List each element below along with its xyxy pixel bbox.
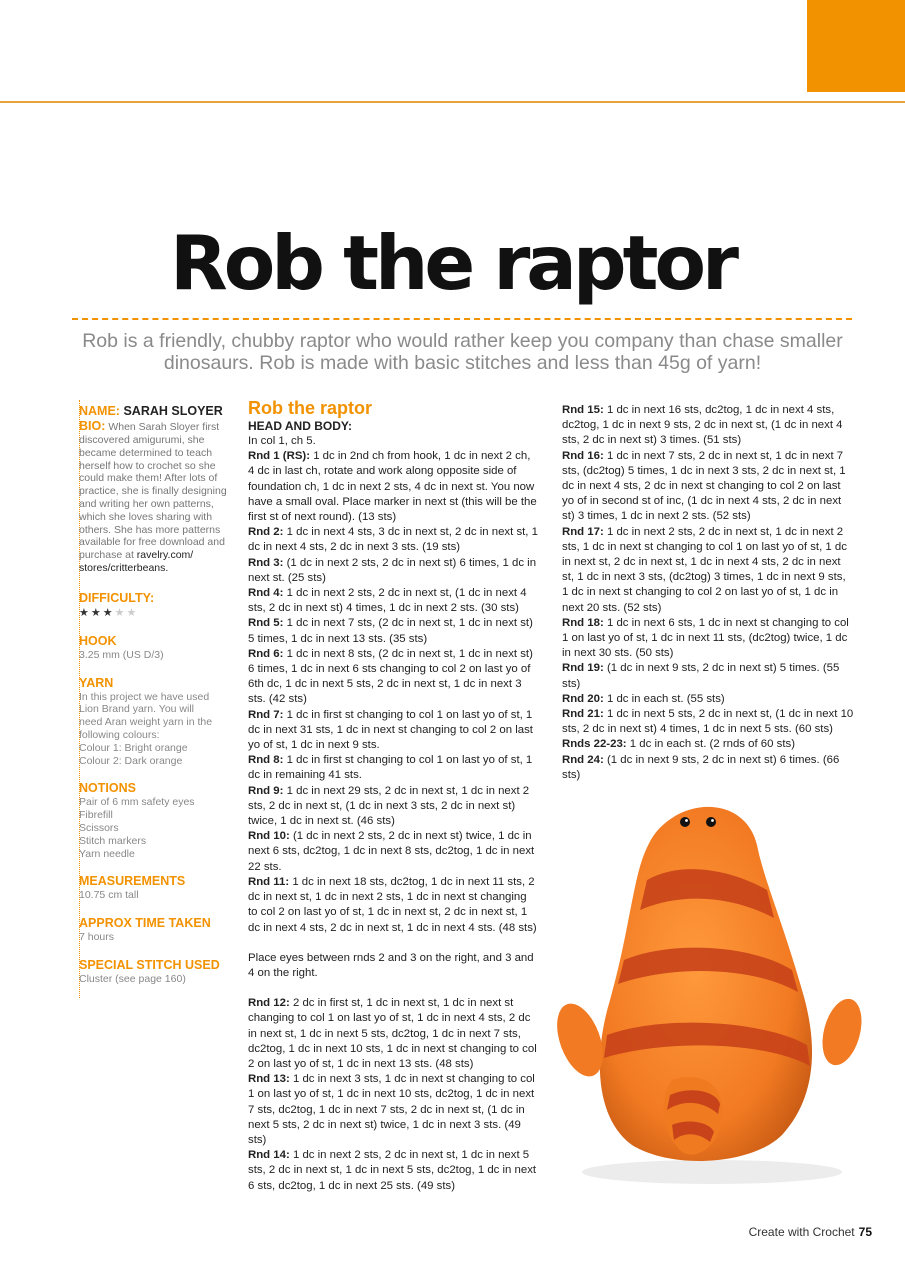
round-text: 1 dc in next 3 sts, 1 dc in next st changing to col 1 on last yo of st, 1 dc in next 10 sts, dc2tog, 1 dc in next 7 sts, dc2tog, 1 dc in next 7 sts, 2 dc in next st, (1 dc in next 5 sts, 2 dc in next st) twice, 1 dc in next 3 sts. (49 sts) <box>248 1073 535 1146</box>
pattern-round <box>248 1072 538 1148</box>
yarn-line: Lion Brand yarn. You will <box>79 703 194 716</box>
round-text: (1 dc in next 9 sts, 2 dc in next st) 6 times. (66 sts) <box>562 753 840 781</box>
time-label: APPROX TIME TAKEN <box>79 916 211 931</box>
star-icon: ★ <box>114 606 127 619</box>
round-label: Rnd 13: <box>248 1073 290 1086</box>
notions-item: Fibrefill <box>79 809 113 822</box>
yarn-line: Colour 1: Bright orange <box>79 741 188 754</box>
pattern-round <box>562 707 854 737</box>
pattern-round <box>562 753 854 783</box>
round-label: Rnd 15: <box>562 404 604 416</box>
eyes-note: Place eyes between rnds 2 and 3 on the right, and 3 and 4 on the right. <box>248 951 534 979</box>
round-label: Rnd 19: <box>562 662 604 675</box>
raptor-amigurumi-photo <box>552 800 872 1190</box>
pattern-round <box>248 708 538 754</box>
round-text: 1 dc in next 7 sts, (2 dc in next st, 1 dc in next st) 5 times, 1 dc in next 13 sts. (35 sts) <box>248 617 533 645</box>
round-label: Rnd 6: <box>248 647 284 660</box>
notions-item: Yarn needle <box>79 847 135 860</box>
round-label: Rnd 8: <box>248 754 284 767</box>
yarn-line: In this project we have used <box>79 690 210 703</box>
round-label: Rnd 9: <box>248 784 284 797</box>
bio-paragraph <box>79 419 239 575</box>
round-label: Rnd 21: <box>562 708 604 721</box>
round-label: Rnd 17: <box>562 525 604 538</box>
round-text: 1 dc in next 6 sts, 1 dc in next st changing to col 1 on last yo of st, 1 dc in next 11 sts, (dc2tog) twice, 1 dc in next 30 sts. (50 sts) <box>562 616 849 660</box>
pattern-round <box>248 556 538 586</box>
yarn-line: following colours: <box>79 728 160 741</box>
round-text: 1 dc in 2nd ch from hook, 1 dc in next 2 ch, 4 dc in last ch, rotate and work along opposite side of foundation ch, 1 dc in next 2 sts, 4 dc in next st. You now have a small oval. Place marker in next st (this will be the first st of next round). (13 sts) <box>248 450 537 524</box>
round-label: Rnds 22-23: <box>562 738 627 751</box>
notions-item: Stitch markers <box>79 834 147 847</box>
dashed-divider <box>72 318 852 320</box>
special-stitch-label: SPECIAL STITCH USED <box>79 957 220 972</box>
pattern-round <box>248 829 538 875</box>
bio-label: BIO: <box>79 419 106 433</box>
round-label: Rnd 24: <box>562 753 604 766</box>
pattern-column-2 <box>562 403 854 783</box>
round-text: 1 dc in next 2 sts, 2 dc in next st, 1 dc in next 5 sts, 2 dc in next st, 1 dc in next 5 sts, dc2tog, 1 dc in next 6 sts, dc2tog, 1 dc in next 25 sts. (49 sts) <box>248 1149 537 1192</box>
round-text: (1 dc in next 2 sts, 2 dc in next st) twice, 1 dc in next 6 sts, dc2tog, 1 dc in next 8 sts, dc2tog, 1 dc in next 22 sts. <box>248 830 535 873</box>
measurements-value: 10.75 cm tall <box>79 889 139 902</box>
round-text: 2 dc in first st, 1 dc in next st, 1 dc in next st changing to col 1 on last yo of st, 1 dc in next 4 sts, 2 dc in next st, 1 dc in next 5 sts, dc2tog, 1 dc in next 7 sts, dc2tog, 1 dc in next 10 sts, 1 dc in next st changing to col 2 on last yo of st, 1 dc in next 13 sts. (48 sts) <box>248 997 537 1070</box>
round-label: Rnd 11: <box>248 875 290 888</box>
star-icon: ★ <box>126 606 139 619</box>
magazine-name: Create with Crochet <box>748 1225 855 1239</box>
round-label: Rnd 4: <box>248 587 284 600</box>
round-text: 1 dc in each st. (55 sts) <box>606 692 725 705</box>
round-label: Rnd 1 (RS): <box>248 450 311 463</box>
round-text: 1 dc in next 16 sts, dc2tog, 1 dc in next 4 sts, dc2tog, 1 dc in next 9 sts, 2 dc in next st, (1 dc in next 4 sts, 2 dc in next st) 3 times. (51 sts) <box>562 404 843 447</box>
pattern-round <box>248 1148 538 1194</box>
pattern-round <box>248 586 538 616</box>
pattern-round <box>248 525 538 555</box>
pattern-round <box>248 875 538 936</box>
round-text: 1 dc in next 4 sts, 3 dc in next st, 2 dc in next st, 1 dc in next 4 sts, 2 dc in next 3 sts. (19 sts) <box>248 526 538 554</box>
pattern-round <box>248 753 538 783</box>
round-text: 1 dc in first st changing to col 1 on last yo of st, 1 dc in remaining 41 sts. <box>248 754 533 782</box>
round-label: Rnd 18: <box>562 616 604 629</box>
round-text: 1 dc in next 5 sts, 2 dc in next st, (1 dc in next 10 sts, 2 dc in next st) 4 times, 1 dc in next 5 sts. (60 sts) <box>562 708 854 736</box>
pattern-round <box>562 692 854 707</box>
notions-label: NOTIONS <box>79 781 136 796</box>
round-text: (1 dc in next 2 sts, 2 dc in next st) 6 times, 1 dc in next st. (25 sts) <box>248 556 537 584</box>
bio-link[interactable]: ravelry.com/ stores/critterbeans. <box>79 549 194 574</box>
page-title: Rob the raptor <box>170 219 735 307</box>
star-icon: ★ <box>90 606 103 619</box>
hook-label: HOOK <box>79 633 117 648</box>
round-text: 1 dc in next 8 sts, (2 dc in next st, 1 dc in next st) 6 times, 1 dc in next 6 sts changing to col 2 on last yo of 6th dc, 1 dc in next 5 sts, 2 dc in next st, 1 dc in next 3 sts. (42 sts) <box>248 647 533 706</box>
page-number: 75 <box>858 1225 872 1239</box>
round-label: Rnd 7: <box>248 708 284 721</box>
round-label: Rnd 12: <box>248 997 290 1010</box>
special-stitch-value: Cluster (see page 160) <box>79 972 186 985</box>
difficulty-stars <box>79 606 239 620</box>
yarn-line: need Aran weight yarn in the <box>79 716 213 729</box>
designer-name: SARAH SLOYER <box>123 404 223 418</box>
pattern-intro: In col 1, ch 5. <box>248 435 316 447</box>
pattern-round <box>248 616 538 646</box>
pattern-round <box>562 403 854 449</box>
difficulty-label: DIFFICULTY: <box>79 590 155 605</box>
pattern-round <box>248 996 538 1072</box>
hook-value: 3.25 mm (US D/3) <box>79 648 164 661</box>
notions-item: Pair of 6 mm safety eyes <box>79 796 195 809</box>
yarn-label: YARN <box>79 675 114 690</box>
round-text: 1 dc in next 2 sts, 2 dc in next st, (1 dc in next 4 sts, 2 dc in next st) 4 times, 1 dc in next 2 sts. (30 sts) <box>248 587 527 615</box>
bio-text: When Sarah Sloyer first discovered amigurumi, she became determined to teach herself how to crochet so she could make them! After lots of practice, she is finally designing and writing her own patterns, which she loves sharing with others. She has more patterns available for free download and purchase at <box>79 421 227 562</box>
star-icon: ★ <box>79 606 91 619</box>
time-value: 7 hours <box>79 931 115 944</box>
notions-item: Scissors <box>79 821 119 834</box>
round-label: Rnd 16: <box>562 449 604 462</box>
name-label: NAME: <box>79 404 120 418</box>
corner-tab <box>807 0 905 92</box>
round-text: 1 dc in next 2 sts, 2 dc in next st, 1 dc in next 2 sts, 1 dc in next st changing to col 1 on last yo of st, 1 dc in next st, 2 dc in next st, 1 dc in next 4 sts, 2 dc in next st, 1 dc in next 3 sts, (dc2tog) 3 times, 1 dc in next 9 sts, 1 dc in next st changing to col 2 on last yo of st, 1 dc in next 20 sts. (52 sts) <box>562 525 847 614</box>
round-text: 1 dc in each st. (2 rnds of 60 sts) <box>629 738 795 751</box>
top-rule <box>0 101 905 103</box>
pattern-round <box>562 661 854 691</box>
pattern-round <box>562 525 854 616</box>
round-text: 1 dc in next 29 sts, 2 dc in next st, 1 dc in next 2 sts, 2 dc in next st, (1 dc in next 3 sts, 2 dc in next st) twice, 1 dc in next st. (46 sts) <box>248 784 530 828</box>
page-footer <box>749 1225 872 1239</box>
round-text: 1 dc in next 7 sts, 2 dc in next st, 1 dc in next 7 sts, (dc2tog) 5 times, 1 dc in next 3 sts, 2 dc in next st, 1 dc in next 4 sts, 2 dc in next st changing to col 2 on last yo of in second st of inc, (1 dc in next 4 sts, 2 dc in next st) 3 times, 1 dc in next 2 sts. (52 sts) <box>562 449 846 523</box>
pattern-round <box>248 647 538 708</box>
section-heading: HEAD AND BODY: <box>248 419 352 433</box>
round-label: Rnd 5: <box>248 617 284 630</box>
rounds-list-c <box>562 403 854 783</box>
pattern-round <box>562 449 854 525</box>
round-label: Rnd 14: <box>248 1149 290 1162</box>
round-label: Rnd 10: <box>248 830 290 843</box>
page-subtitle: Rob is a friendly, chubby raptor who would rather keep you company than chase smaller dinosaurs. Rob is made with basic stitches and less than 45g of yarn! <box>82 330 843 374</box>
yarn-line: Colour 2: Dark orange <box>79 754 183 767</box>
round-text: 1 dc in first st changing to col 1 on last yo of st, 1 dc in next 31 sts, 1 dc in next st changing to col 2 on last yo of st, 1 dc in next 9 sts. <box>248 708 533 752</box>
pattern-round <box>248 784 538 830</box>
round-label: Rnd 2: <box>248 526 284 539</box>
pattern-title: Rob the raptor <box>248 398 372 418</box>
pattern-round <box>562 737 854 752</box>
info-sidebar <box>79 400 240 998</box>
rounds-list-b <box>248 996 538 1194</box>
pattern-column-1 <box>248 398 538 1194</box>
pattern-round <box>248 449 538 525</box>
round-text: (1 dc in next 9 sts, 2 dc in next st) 5 times. (55 sts) <box>562 662 840 690</box>
rounds-list-a <box>248 449 538 936</box>
measurements-label: MEASUREMENTS <box>79 874 186 889</box>
round-label: Rnd 20: <box>562 692 604 705</box>
name-line <box>79 404 239 419</box>
pattern-round <box>562 616 854 662</box>
star-icon: ★ <box>102 606 115 619</box>
round-label: Rnd 3: <box>248 556 284 569</box>
round-text: 1 dc in next 18 sts, dc2tog, 1 dc in next 11 sts, 2 dc in next st, 1 dc in next 2 sts, 1 dc in next st changing to col 2 on last yo of st, 1 dc in next st, 2 dc in next st, 1 dc in next 4 sts, 2 dc in next st, 1 dc in next 4 sts. (48 sts) <box>248 875 537 934</box>
